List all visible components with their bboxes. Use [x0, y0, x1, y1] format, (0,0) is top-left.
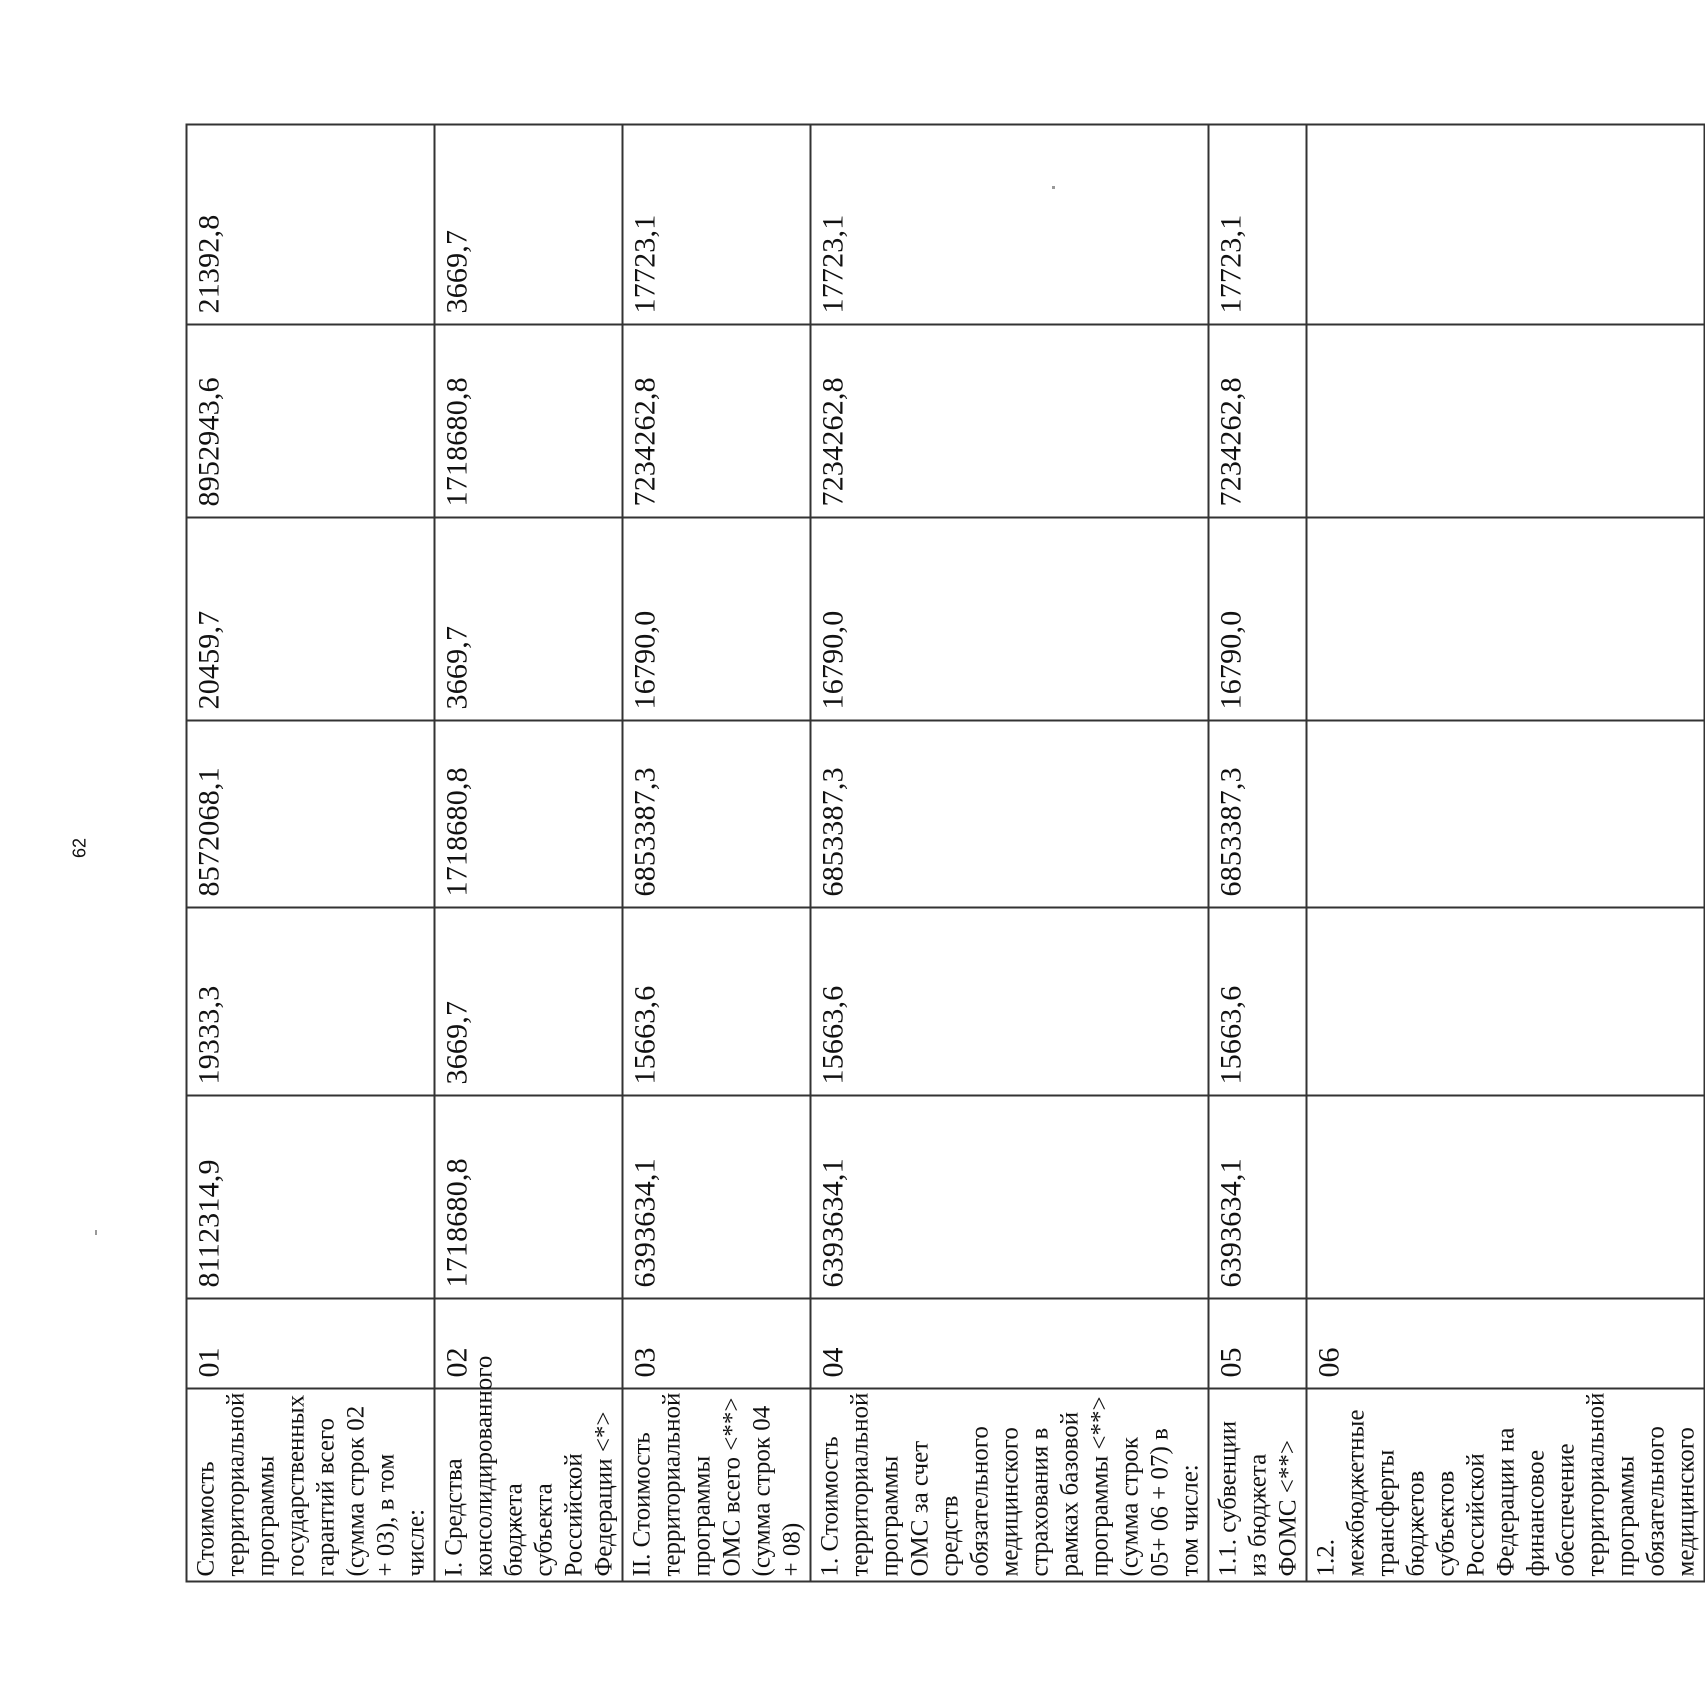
value-cell: 3669,7 — [434, 908, 622, 1096]
value-cell — [1306, 518, 1704, 721]
value-cell: 19333,3 — [186, 908, 434, 1096]
table-row — [810, 125, 1208, 1582]
table-row — [186, 125, 434, 1582]
value-cell: 16790,0 — [810, 518, 1208, 721]
value-cell: 6393634,1 — [810, 1096, 1208, 1299]
value-cell: 6853387,3 — [810, 721, 1208, 908]
financing-table — [185, 124, 1705, 1583]
value-cell: 15663,6 — [622, 908, 810, 1096]
row-code: 01 — [186, 1299, 434, 1389]
row-code: 03 — [622, 1299, 810, 1389]
row-label: 1.1. субвенции из бюджета ФОМС <**> — [1208, 1389, 1306, 1582]
value-cell — [1306, 1096, 1704, 1299]
value-cell: 8112314,9 — [186, 1096, 434, 1299]
row-code: 04 — [810, 1299, 1208, 1389]
page-number: 62 — [69, 837, 90, 859]
financing-table-rotated — [185, 126, 1699, 1583]
row-label: Стоимость территориальной программы государственных гарантий всего (сумма строк 02 + 03), в том числе: — [186, 1389, 434, 1582]
table-row — [434, 125, 622, 1582]
row-label: II. Стоимость территориальной программы ОМС всего <**> (сумма строк 04 + 08) — [622, 1389, 810, 1582]
value-cell: 21392,8 — [186, 125, 434, 325]
value-cell: 16790,0 — [622, 518, 810, 721]
value-cell: 17723,1 — [1208, 125, 1306, 325]
value-cell: 20459,7 — [186, 518, 434, 721]
value-cell — [1306, 125, 1704, 325]
value-cell: 6853387,3 — [1208, 721, 1306, 908]
value-cell — [1306, 721, 1704, 908]
value-cell: 15663,6 — [1208, 908, 1306, 1096]
value-cell: 15663,6 — [810, 908, 1208, 1096]
value-cell: 8952943,6 — [186, 325, 434, 518]
value-cell: 1718680,8 — [434, 1096, 622, 1299]
value-cell: 16790,0 — [1208, 518, 1306, 721]
value-cell: 6393634,1 — [622, 1096, 810, 1299]
value-cell: 7234262,8 — [622, 325, 810, 518]
scan-speck — [95, 1230, 97, 1235]
value-cell: 6853387,3 — [622, 721, 810, 908]
value-cell — [1306, 908, 1704, 1096]
value-cell: 3669,7 — [434, 518, 622, 721]
value-cell: 8572068,1 — [186, 721, 434, 908]
row-code: 06 — [1306, 1299, 1704, 1389]
row-label: 1. Стоимость территориальной программы ОМС за счет средств обязательного медицинского страхования в рамках базовой программы <**> (сумма строк 05+ 06 + 07) в том числе: — [810, 1389, 1208, 1582]
value-cell: 1718680,8 — [434, 325, 622, 518]
table-row — [1208, 125, 1306, 1582]
value-cell — [1306, 325, 1704, 518]
value-cell: 17723,1 — [810, 125, 1208, 325]
value-cell: 1718680,8 — [434, 721, 622, 908]
row-code: 05 — [1208, 1299, 1306, 1389]
table-row — [1306, 125, 1704, 1582]
row-label: I. Средства консолидированного бюджета субъекта Российской Федерации <*> — [434, 1389, 622, 1582]
value-cell: 17723,1 — [622, 125, 810, 325]
row-code: 02 — [434, 1299, 622, 1389]
value-cell: 6393634,1 — [1208, 1096, 1306, 1299]
row-label: 1.2. межбюджетные трансферты бюджетов субъектов Российской Федерации на финансовое обеспечение территориальной программы обязательного медицинского — [1306, 1389, 1704, 1582]
value-cell: 3669,7 — [434, 125, 622, 325]
value-cell: 7234262,8 — [810, 325, 1208, 518]
value-cell: 7234262,8 — [1208, 325, 1306, 518]
table-row — [622, 125, 810, 1582]
